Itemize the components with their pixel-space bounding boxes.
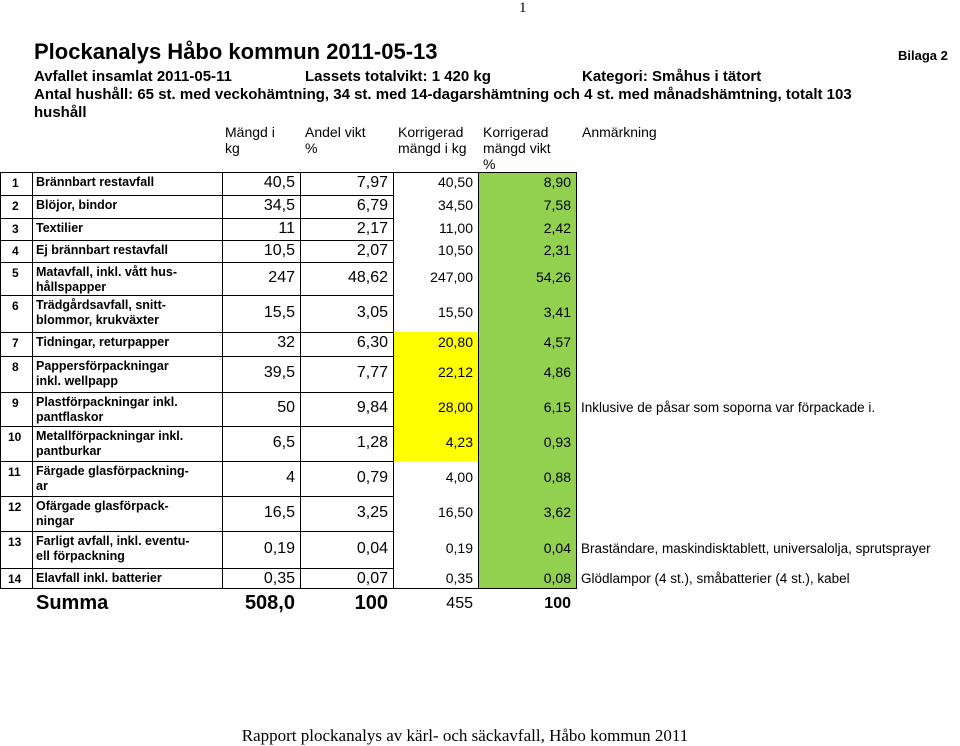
row-label (36, 464, 189, 494)
cell-korr-vikt: 0,93 (543, 434, 571, 450)
column-line-andel-sep (300, 172, 301, 589)
row-number: 11 (8, 465, 21, 479)
cell-mangd: 34,5 (263, 197, 295, 214)
row-label (36, 359, 169, 389)
cell-korr-vikt: 54,26 (535, 269, 571, 285)
total-weight: Lassets totalvikt: 1 420 kg (305, 68, 491, 85)
row-label (36, 175, 154, 190)
cell-korr-mangd: 28,00 (437, 399, 473, 415)
row-label (36, 221, 83, 236)
households-info-cont: hushåll (34, 104, 87, 121)
row-label-line: hållspapper (36, 280, 107, 294)
cell-mangd: 40,5 (263, 174, 295, 191)
cell-korr-vikt: 8,90 (543, 174, 571, 190)
row-label-line: Tidningar, returpapper (36, 335, 170, 349)
row-label-line: Trädgårdsavfall, snitt- (36, 298, 166, 312)
row-label (36, 571, 162, 586)
summa-korr-vikt: 100 (544, 595, 571, 612)
cell-korr-mangd: 4,23 (445, 434, 473, 450)
row-label-line: pantburkar (36, 444, 102, 458)
row-label-line: Plastförpackningar inkl. (36, 395, 178, 409)
cell-andel: 6,79 (356, 197, 388, 214)
cell-mangd: 247 (268, 269, 295, 286)
footer: Rapport plockanalys av kärl- och säckavfall, Håbo kommun 2011 (241, 726, 689, 745)
households-info: Antal hushåll: 65 st. med veckohämtning, 34 st. med 14-dagarshämtning och 4 st. med månadshämtning, totalt 103 (34, 86, 852, 103)
cell-korr-mangd: 247,00 (430, 269, 473, 285)
cell-anmarkning: Braständare, maskindisktablett, universalolja, sprutsprayer (581, 541, 931, 556)
row-label-line: ningar (36, 514, 75, 528)
row-label (36, 265, 177, 295)
cell-mangd: 10,5 (263, 242, 295, 259)
cell-andel: 2,07 (356, 242, 388, 259)
row-label-line: ell förpackning (36, 549, 125, 563)
cell-korr-vikt: 4,86 (543, 364, 571, 380)
cell-korr-vikt: 2,42 (543, 220, 571, 236)
cell-korr-vikt: 3,62 (543, 504, 571, 520)
cell-korr-mangd: 20,80 (437, 334, 473, 350)
cell-korr-mangd: 10,50 (437, 242, 473, 258)
category: Kategori: Småhus i tätort (582, 68, 762, 85)
row-label-line: Textilier (36, 221, 84, 235)
cell-korr-vikt: 0,88 (543, 469, 571, 485)
row-label-line: Pappersförpackningar (36, 359, 169, 373)
cell-andel: 3,25 (356, 504, 388, 521)
cell-mangd: 4 (286, 469, 295, 486)
header-anmarkning: Anmärkning (582, 124, 657, 140)
cell-andel: 9,84 (356, 399, 388, 416)
row-label-line: pantflaskor (36, 410, 104, 424)
row-number: 1 (12, 176, 19, 190)
row-number: 7 (12, 336, 19, 350)
row-number: 13 (8, 535, 22, 549)
row-number: 2 (12, 199, 19, 213)
cell-mangd: 50 (277, 399, 295, 416)
row-label-line: Ofärgade glasförpack- (36, 499, 169, 513)
row-label-line: blommor, krukväxter (36, 313, 159, 327)
summa-mangd: 508,0 (244, 592, 295, 614)
column-line-korr1-sep (393, 172, 394, 589)
row-label-line: Elavfall inkl. batterier (36, 571, 162, 585)
cell-mangd: 39,5 (263, 364, 295, 381)
page-title: Plockanalys Håbo kommun 2011-05-13 (34, 39, 438, 64)
cell-andel: 48,62 (347, 269, 388, 286)
column-line-korr2-sep (478, 172, 479, 589)
row-label-line: Färgade glasförpackning- (36, 464, 189, 478)
cell-korr-vikt: 0,08 (543, 570, 571, 586)
row-number: 8 (12, 360, 19, 374)
page-number: 1 (519, 0, 527, 16)
cell-korr-mangd: 15,50 (437, 304, 473, 320)
row-label-line: Ej brännbart restavfall (36, 243, 168, 257)
header-korr-vikt: Korrigerad mängd vikt % (483, 124, 551, 172)
cell-korr-vikt: 2,31 (543, 242, 571, 258)
collection-date: Avfallet insamlat 2011-05-11 (34, 68, 232, 85)
row-label (36, 198, 117, 213)
cell-korr-mangd: 0,19 (445, 540, 473, 556)
cell-korr-mangd: 11,00 (439, 220, 473, 236)
row-number: 14 (8, 572, 22, 586)
cell-andel: 0,79 (356, 469, 388, 486)
cell-mangd: 6,5 (272, 434, 295, 451)
row-label (36, 335, 169, 350)
cell-andel: 7,97 (356, 174, 388, 191)
row-label-line: Matavfall, inkl. vått hus- (36, 265, 178, 279)
cell-korr-mangd: 16,50 (437, 504, 473, 520)
row-number: 12 (8, 500, 22, 514)
cell-mangd: 15,5 (263, 304, 295, 321)
cell-mangd: 11 (278, 220, 295, 237)
cell-korr-mangd: 34,50 (437, 197, 473, 213)
cell-korr-mangd: 0,35 (445, 570, 473, 586)
cell-andel: 7,77 (356, 364, 388, 381)
cell-mangd: 16,5 (263, 504, 295, 521)
cell-mangd: 0,19 (263, 540, 295, 557)
cell-korr-mangd: 22,12 (437, 364, 473, 380)
column-line-right (576, 172, 577, 589)
appendix-label: Bilaga 2 (898, 48, 948, 63)
cell-andel: 0,04 (356, 540, 388, 557)
row-label (36, 429, 183, 459)
summa-korr-mangd: 455 (446, 595, 473, 612)
cell-andel: 0,07 (356, 570, 388, 587)
row-number: 3 (12, 222, 19, 236)
cell-andel: 6,30 (356, 334, 388, 351)
cell-korr-vikt: 7,58 (543, 197, 571, 213)
row-label (36, 534, 190, 564)
header-andel: Andel vikt % (305, 124, 366, 156)
cell-anmarkning: Glödlampor (4 st.), småbatterier (4 st.), kabel (581, 571, 850, 586)
cell-korr-mangd: 4,00 (445, 469, 473, 485)
cell-andel: 1,28 (356, 434, 388, 451)
row-label-line: Brännbart restavfall (36, 175, 155, 189)
cell-andel: 3,05 (356, 304, 388, 321)
cell-korr-vikt: 4,57 (543, 334, 571, 350)
row-label (36, 395, 178, 425)
row-number: 9 (12, 396, 19, 410)
cell-anmarkning: Inklusive de påsar som soporna var förpackade i. (581, 400, 876, 415)
row-label-line: Metallförpackningar inkl. (36, 429, 184, 443)
cell-korr-vikt: 0,04 (543, 540, 571, 556)
row-label-line: Farligt avfall, inkl. eventu- (36, 534, 190, 548)
row-number: 5 (12, 266, 19, 280)
header-mangd: Mängd i kg (225, 124, 275, 156)
column-line-mangd-sep (222, 172, 223, 589)
cell-mangd: 0,35 (263, 570, 295, 587)
cell-korr-vikt: 3,41 (543, 304, 571, 320)
row-number: 6 (12, 299, 19, 313)
row-label-line: ar (36, 479, 48, 493)
column-line-no-sep (32, 172, 33, 589)
row-label (36, 243, 168, 258)
cell-korr-mangd: 40,50 (437, 174, 473, 190)
row-label (36, 298, 166, 328)
row-divider (0, 588, 576, 589)
column-line-left (0, 172, 1, 589)
cell-andel: 2,17 (356, 220, 388, 237)
row-number: 4 (12, 244, 19, 258)
row-label (36, 499, 169, 529)
row-label-line: inkl. wellpapp (36, 374, 118, 388)
summa-andel: 100 (354, 592, 388, 614)
summa-label: Summa (36, 592, 109, 614)
cell-korr-vikt: 6,15 (543, 399, 571, 415)
row-label-line: Blöjor, bindor (36, 198, 118, 212)
row-number: 10 (8, 430, 22, 444)
header-korr-mangd: Korrigerad mängd i kg (398, 124, 467, 156)
cell-mangd: 32 (277, 334, 295, 351)
table-top-border (0, 172, 576, 173)
